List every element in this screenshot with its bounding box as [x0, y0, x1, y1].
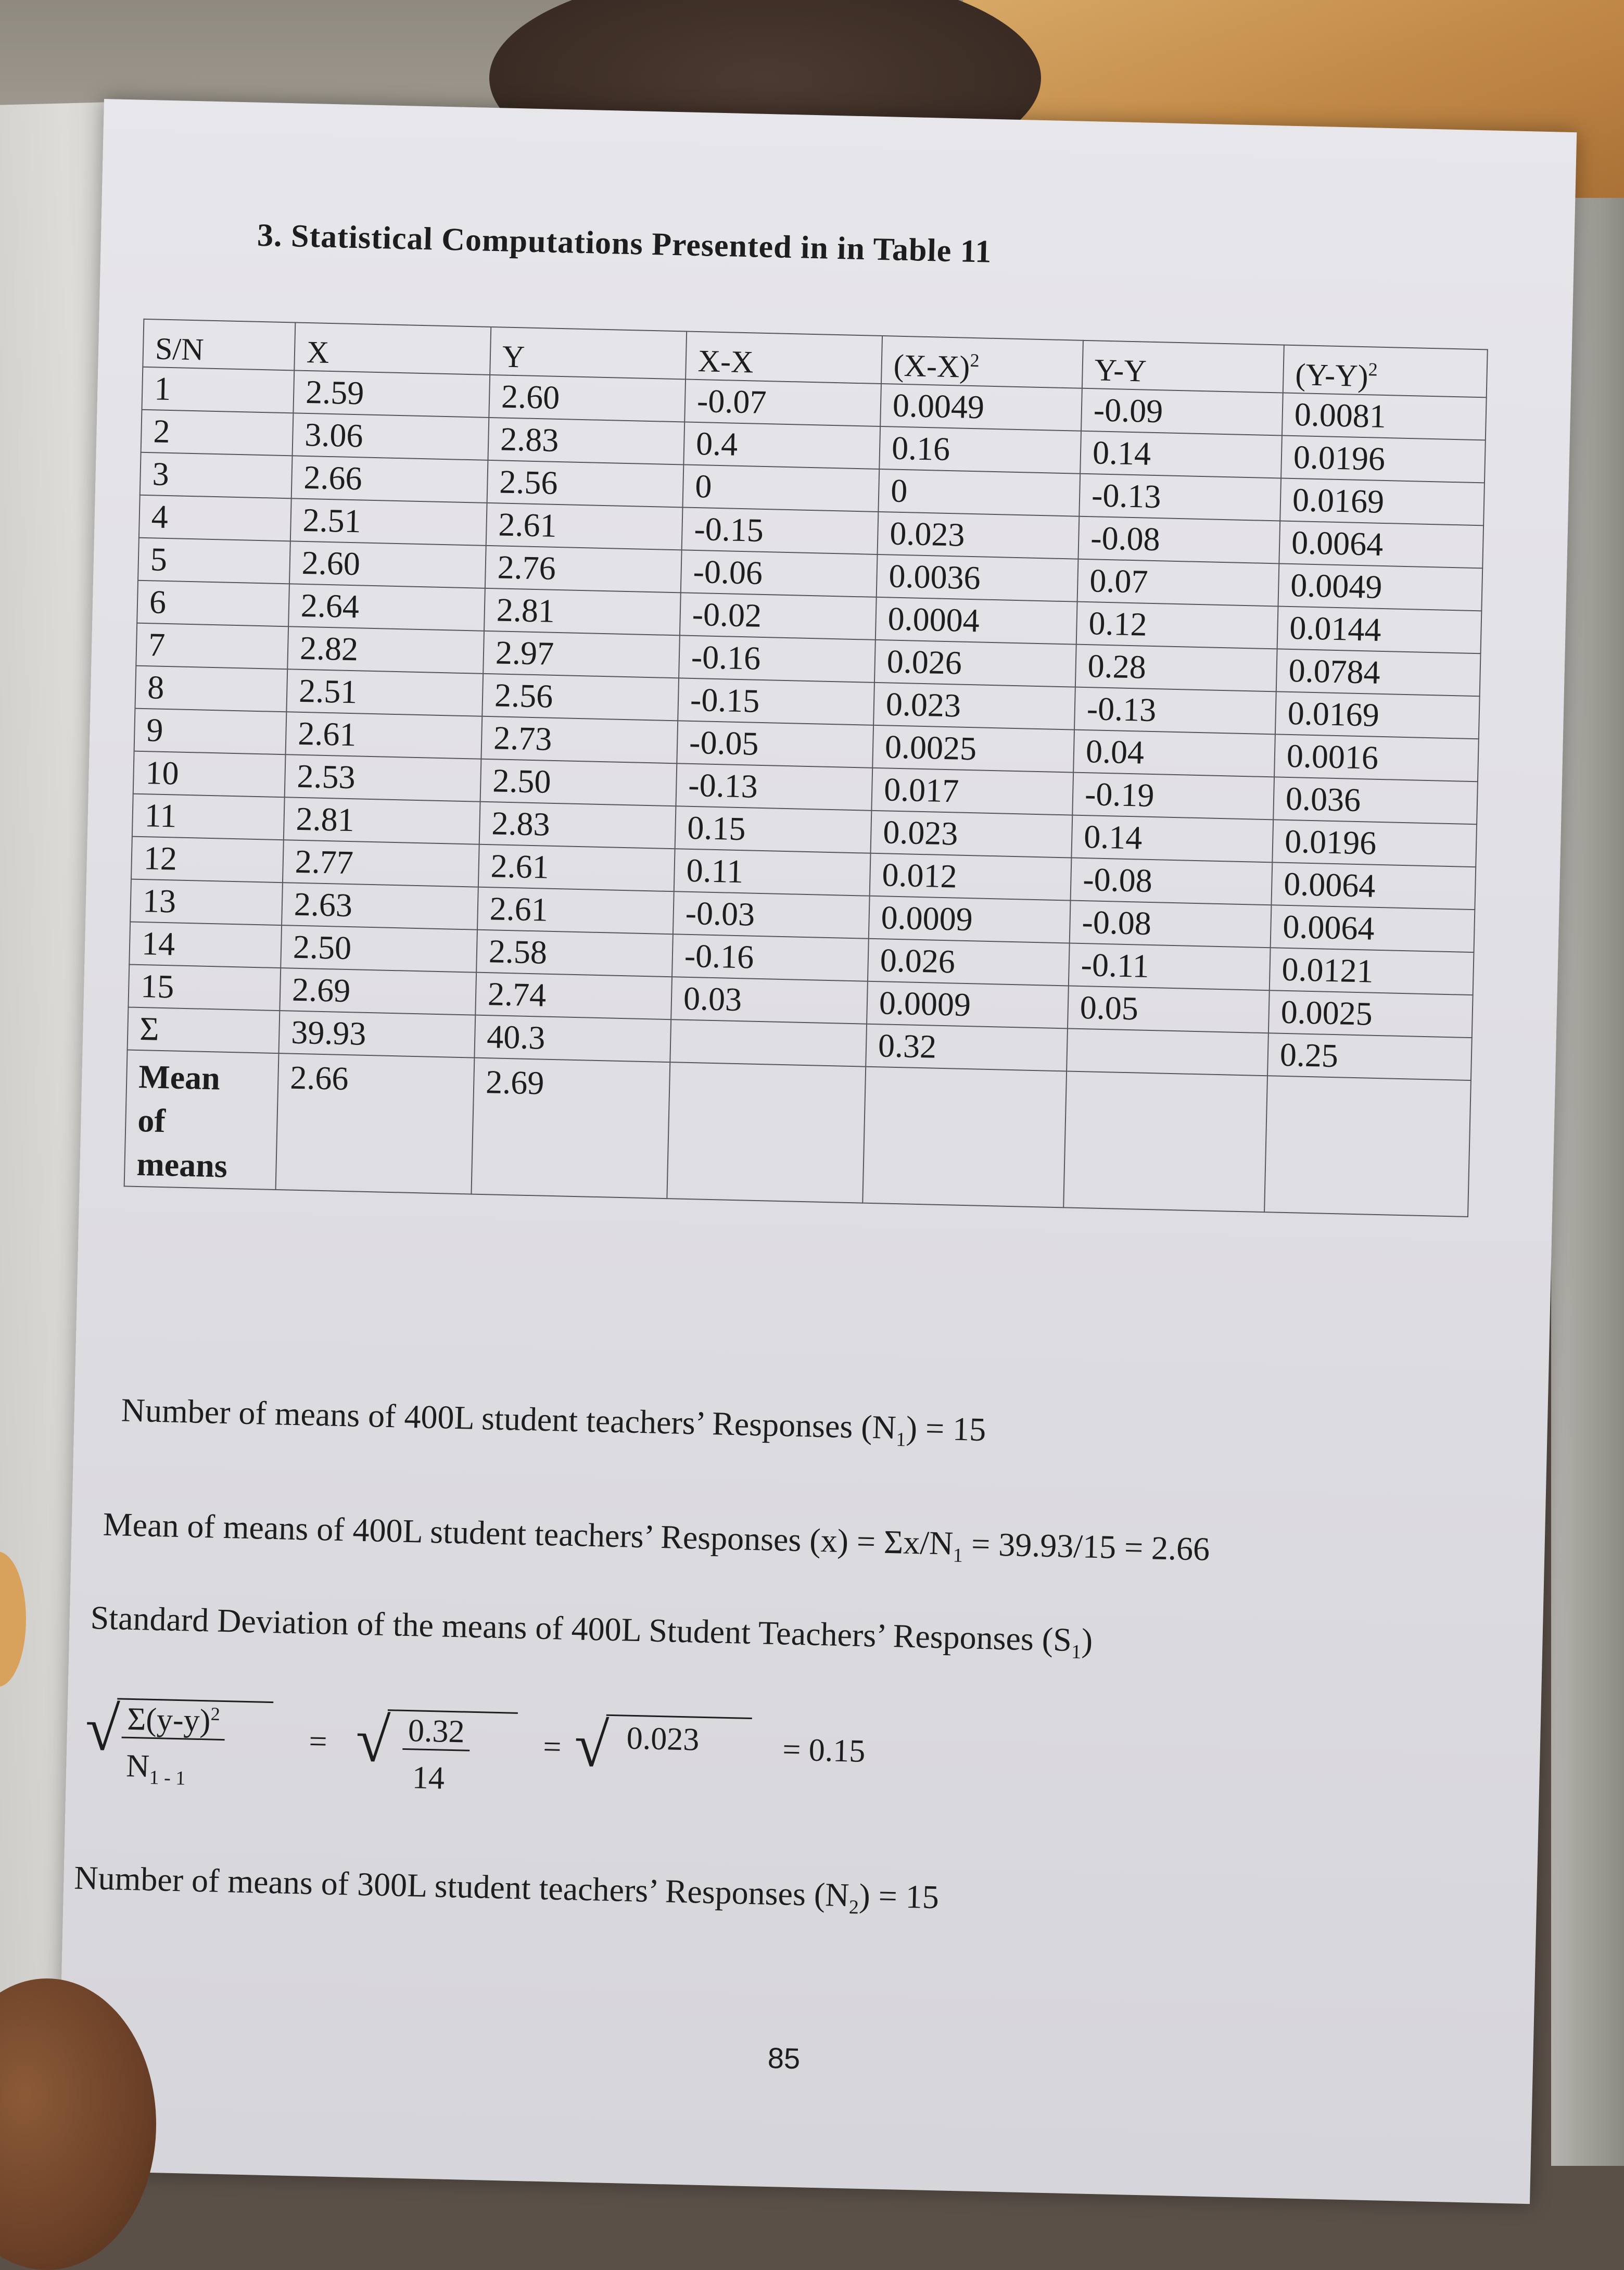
- cell-x: 2.63: [282, 882, 478, 930]
- cell-x: 2.82: [287, 626, 484, 674]
- cell-x-minus-x: 0.03: [671, 977, 868, 1024]
- cell-y-minus-y: 0.04: [1073, 730, 1275, 777]
- cell-x-minus-x-squared: 0.026: [868, 939, 1070, 986]
- formula-numerator-1: $\Sigma(y-y)^2$: [122, 1701, 226, 1740]
- cell-sn: 2: [141, 410, 294, 456]
- cell-y-minus-y: -0.08: [1078, 516, 1280, 564]
- sum-x: 39.93: [278, 1011, 475, 1058]
- mean-x: 2.66: [276, 1053, 475, 1194]
- cell-y-minus-y: 0.12: [1076, 602, 1278, 649]
- cell-x-minus-x: -0.06: [681, 550, 878, 597]
- cell-x-minus-x-squared: 0.0049: [880, 384, 1082, 431]
- cell-y: 2.83: [479, 802, 676, 849]
- cell-y-minus-y: 0.05: [1068, 986, 1270, 1033]
- cell-y-minus-y: 0.14: [1071, 815, 1273, 863]
- cell-y: 2.60: [489, 375, 686, 422]
- cell-y: 2.76: [485, 546, 682, 593]
- cell-y: 2.97: [483, 631, 680, 678]
- cell-x-minus-x-squared: 0.0004: [876, 597, 1077, 645]
- cell-y-minus-y: 0.14: [1080, 431, 1282, 478]
- header-y-minus-y: Y-Y: [1082, 340, 1284, 393]
- n2-line: Number of means of 300L student teachers’ Responses $(N_2) = 15$: [73, 1859, 940, 1919]
- cell-y-minus-y: -0.19: [1072, 773, 1274, 820]
- cell-sn: 11: [132, 794, 285, 840]
- cell-sn: 8: [135, 666, 287, 712]
- cell-y-minus-y: 0.07: [1077, 559, 1279, 607]
- n1-line: Number of means of 400L student teachers’ Responses $(N_1) = 15$: [121, 1391, 987, 1451]
- mean-empty-2: [862, 1067, 1067, 1208]
- cell-sn: 10: [133, 751, 286, 798]
- cell-x: 2.60: [289, 541, 486, 588]
- formula-equals-1: =: [308, 1723, 328, 1760]
- cell-x: 2.59: [293, 370, 490, 418]
- cell-x-minus-x-squared: 0.0009: [869, 896, 1071, 943]
- cell-y: 2.81: [484, 588, 681, 636]
- table-body: [128, 367, 1486, 1038]
- header-y: Y: [490, 327, 687, 380]
- cell-x: 2.64: [288, 584, 485, 631]
- cell-y: 2.61: [486, 503, 683, 550]
- cell-y-minus-y-squared: 0.0196: [1272, 819, 1477, 867]
- standard-deviation-line: Standard Deviation of the means of 400L Student Teachers’ Responses $(S_1)$: [90, 1599, 1093, 1663]
- sum-label: Σ: [128, 1007, 280, 1054]
- cell-x: 3.06: [293, 413, 489, 460]
- formula-equals-2: =: [542, 1729, 562, 1765]
- cell-y-minus-y-squared: 0.0784: [1276, 649, 1481, 696]
- mean-empty-1: [667, 1062, 866, 1203]
- cell-sn: 5: [138, 538, 290, 584]
- cell-sn: 14: [129, 922, 282, 968]
- cell-y-minus-y-squared: 0.0169: [1280, 478, 1485, 525]
- mean-empty-4: [1264, 1076, 1471, 1217]
- formula-result: = 0.15: [782, 1732, 866, 1769]
- mean-label-cell: [124, 1050, 279, 1190]
- sum-x-minus-x: [670, 1019, 867, 1067]
- cell-x-minus-x: -0.16: [672, 934, 869, 981]
- cell-x-minus-x: -0.16: [679, 635, 876, 683]
- cell-sn: 6: [137, 581, 289, 627]
- cell-x-minus-x: 0.4: [683, 422, 880, 469]
- document-page: [57, 99, 1577, 2204]
- cell-y: 2.83: [488, 418, 684, 465]
- statistics-table: [124, 319, 1488, 1217]
- cell-y: 2.56: [487, 460, 684, 508]
- cell-y-minus-y: -0.08: [1071, 858, 1273, 905]
- cell-x-minus-x: 0.11: [674, 849, 871, 896]
- cell-x-minus-x-squared: 0.023: [873, 683, 1075, 730]
- cell-x-minus-x-squared: 0.012: [870, 853, 1072, 901]
- root-bar-3: [606, 1714, 752, 1719]
- sd-formula: [83, 1687, 971, 1832]
- cell-y-minus-y-squared: 0.0064: [1279, 521, 1483, 568]
- sum-x-minus-x-squared: 0.32: [866, 1024, 1068, 1071]
- cell-sn: 13: [130, 879, 283, 926]
- cell-sn: 7: [136, 623, 288, 670]
- cell-x-minus-x: -0.13: [676, 763, 872, 811]
- cell-x-minus-x: -0.15: [678, 678, 874, 725]
- mean-empty-3: [1063, 1071, 1267, 1212]
- cell-y: 2.56: [482, 674, 679, 721]
- mean-of-means-line: Mean of means of 400L student teachers’ Responses $(x) = \Sigma x/N_1 = 39.93/15 = 2.66$: [103, 1505, 1210, 1568]
- cell-y-minus-y-squared: 0.0064: [1271, 862, 1476, 910]
- cell-y-minus-y-squared: 0.0025: [1268, 990, 1473, 1038]
- sum-y: 40.3: [474, 1015, 671, 1063]
- header-x-minus-x-squared: $(X-X)^2$: [881, 336, 1083, 388]
- cell-y-minus-y-squared: 0.0196: [1281, 436, 1486, 483]
- cell-x-minus-x-squared: 0.0036: [877, 554, 1079, 602]
- mean-y: 2.69: [471, 1058, 670, 1199]
- root-sign-1: √: [84, 1694, 121, 1764]
- header-x-minus-x: X-X: [686, 332, 882, 384]
- formula-denominator-1: $N_{1 - 1}$: [125, 1748, 186, 1789]
- cell-x-minus-x-squared: 0: [878, 469, 1080, 516]
- cell-sn: 4: [139, 495, 291, 541]
- cell-y-minus-y-squared: 0.0064: [1271, 905, 1475, 952]
- cell-x: 2.69: [280, 968, 476, 1015]
- cell-y-minus-y-squared: 0.036: [1273, 777, 1478, 824]
- cell-y: 2.61: [478, 844, 675, 892]
- cell-sn: 12: [131, 837, 284, 883]
- cell-y-minus-y-squared: 0.0016: [1274, 734, 1479, 781]
- cell-x-minus-x: -0.02: [680, 592, 877, 640]
- header-sn: S/N: [143, 319, 295, 371]
- cell-y-minus-y: 0.28: [1075, 645, 1277, 692]
- cell-x-minus-x: -0.03: [673, 891, 870, 939]
- cell-x-minus-x-squared: 0.023: [878, 512, 1080, 559]
- cell-x: 2.53: [285, 754, 481, 802]
- cell-sn: 15: [128, 965, 281, 1011]
- cell-y: 2.73: [481, 716, 678, 764]
- cell-sn: 3: [140, 452, 293, 499]
- cell-x-minus-x-squared: 0.16: [879, 426, 1081, 474]
- sum-y-minus-y: [1067, 1028, 1268, 1076]
- section-heading: 3. Statistical Computations Presented in in Table 11: [257, 217, 993, 270]
- cell-y: 2.61: [477, 887, 674, 935]
- header-x: X: [294, 322, 491, 375]
- cell-sn: 9: [134, 709, 287, 755]
- cell-y-minus-y: -0.13: [1079, 474, 1281, 521]
- page-number: 85: [767, 2041, 801, 2075]
- cell-y-minus-y: -0.08: [1070, 901, 1272, 948]
- cell-y: 2.74: [475, 973, 672, 1020]
- cell-y: 2.58: [476, 930, 673, 977]
- formula-numerator-2: 0.32: [402, 1712, 470, 1751]
- cell-x-minus-x: -0.07: [684, 379, 881, 426]
- formula-value-3: 0.023: [626, 1720, 700, 1758]
- cell-x: 2.51: [290, 498, 487, 546]
- cell-x-minus-x-squared: 0.0025: [872, 725, 1074, 773]
- cell-x: 2.77: [283, 840, 479, 887]
- sum-y-minus-y-squared: 0.25: [1267, 1033, 1472, 1080]
- cell-x-minus-x-squared: 0.017: [871, 768, 1073, 815]
- cell-y-minus-y-squared: 0.0121: [1270, 948, 1474, 995]
- cell-x: 2.66: [291, 456, 488, 503]
- cell-y-minus-y: -0.11: [1069, 943, 1271, 990]
- mean-label: Mean of means: [136, 1057, 228, 1184]
- cell-y: 2.50: [480, 759, 677, 806]
- cell-sn: 1: [142, 367, 294, 413]
- cell-x-minus-x-squared: 0.023: [871, 811, 1073, 858]
- header-y-minus-y-squared: $(Y-Y)^2$: [1283, 345, 1488, 398]
- cell-y-minus-y-squared: 0.0144: [1277, 606, 1482, 653]
- cell-x-minus-x: 0: [682, 464, 879, 512]
- cell-x-minus-x: -0.15: [682, 507, 879, 554]
- cell-x-minus-x: 0.15: [675, 806, 872, 853]
- cell-y-minus-y: -0.13: [1074, 687, 1276, 735]
- cell-x-minus-x: -0.05: [677, 721, 873, 768]
- cell-x-minus-x-squared: 0.026: [874, 640, 1076, 687]
- cell-x-minus-x-squared: 0.0009: [867, 981, 1069, 1029]
- formula-denominator-2: 14: [412, 1760, 445, 1796]
- cell-x: 2.81: [284, 797, 480, 844]
- cell-y-minus-y-squared: 0.0169: [1275, 691, 1480, 739]
- cell-y-minus-y-squared: 0.0049: [1278, 563, 1482, 611]
- cell-x: 2.51: [286, 669, 483, 716]
- root-sign-3: √: [574, 1710, 610, 1780]
- cell-y-minus-y-squared: 0.0081: [1282, 393, 1487, 440]
- cell-y-minus-y: -0.09: [1081, 388, 1283, 436]
- cell-x: 2.50: [281, 925, 477, 973]
- root-sign-2: √: [355, 1705, 391, 1775]
- cell-x: 2.61: [286, 712, 483, 759]
